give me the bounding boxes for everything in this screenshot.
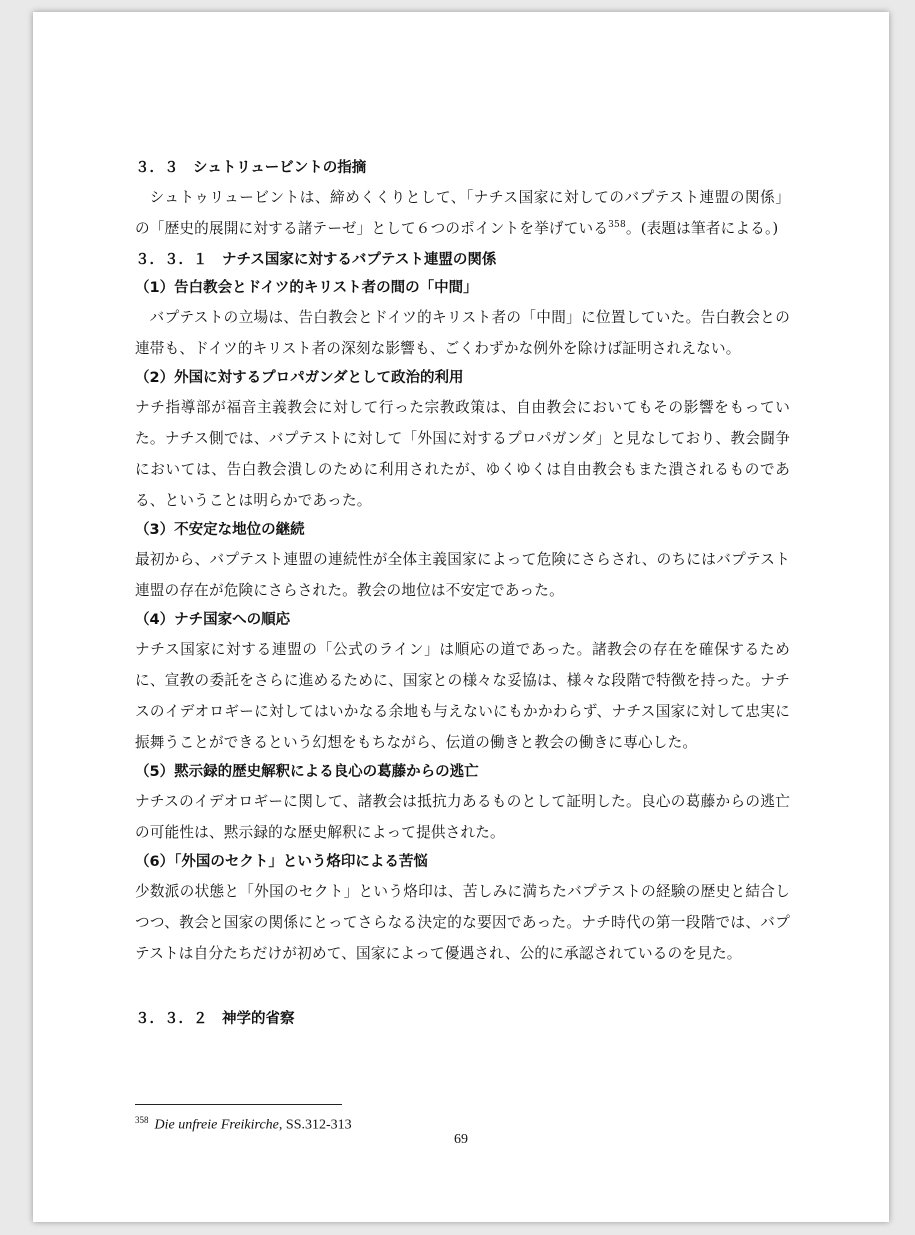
page-content (135, 152, 790, 1033)
intro-text-2: 。(表題は筆者による。) (625, 220, 779, 237)
footnote-title: Die unfreie Freikirche (154, 1117, 279, 1133)
item-1-heading: （1）告白教会とドイツ的キリスト者の間の「中間」 (135, 280, 478, 296)
item-4-heading: （4）ナチ国家への順応 (135, 612, 291, 628)
item-6-heading: （6）「外国のセクト」という烙印による苦悩 (135, 854, 428, 870)
footnote-reference[interactable]: 358 (608, 220, 626, 231)
item-5-text: ナチスのイデオロギーに関して、諸教会は抵抗力あるものとして証明した。良心の葛藤からの逃亡の可能性は、黙示録的な歴史解釈によって提供された。 (135, 793, 790, 841)
subsection-1-heading: ３．３．１ ナチス国家に対するバプテスト連盟の関係 (135, 252, 497, 268)
item-6-text: 少数派の状態と「外国のセクト」という烙印は、苦しみに満ちたバプテストの経験の歴史と結合しつつ、教会と国家の関係にとってさらなる決定的な要因であった。ナチ時代の第一段階では、バプテストは自分たちだけが初めて、国家によって優遇され、公的に承認されているのを見た。 (135, 883, 790, 962)
subsection-2-heading: ３．３．２ 神学的省察 (135, 1011, 295, 1027)
item-5-heading: （5）黙示録的歴史解釈による良心の葛藤からの逃亡 (135, 764, 479, 780)
page-number: 69 (454, 1132, 468, 1147)
item-1-text: バプテストの立場は、告白教会とドイツ的キリスト者の「中間」に位置していた。告白教会との連帯も、ドイツ的キリスト者の深刻な影響も、ごくわずかな例外を除けば証明されえない。 (135, 309, 790, 357)
footnote-number: 358 (135, 1115, 149, 1125)
item-2-text: ナチ指導部が福音主義教会に対して行った宗教政策は、自由教会においてもその影響をもっていた。ナチス側では、バプテストに対して「外国に対するプロパガンダ」と見なしており、教会闘争においては、告白教会潰しのために利用されたが、ゆくゆくは自由教会もまた潰されるものである、ということは明らかであった。 (135, 399, 790, 509)
intro-text-1: シュトゥリュービントは、締めくくりとして、「ナチス国家に対してのバプテスト連盟の関係」の「歴史的展開に対する諸テーゼ」として６つのポイントを挙げている (135, 189, 790, 237)
item-4-text: ナチス国家に対する連盟の「公式のライン」は順応の道であった。諸教会の存在を確保するために、宣教の委託をさらに進めるために、国家との様々な妥協は、様々な段階で特徴を持った。ナチスのイデオロギーに対してはいかなる余地も与えないにもかかわらず、ナチス国家に対して忠実に振舞うことができるという幻想をもちながら、伝道の働きと教会の働きに専心した。 (135, 641, 790, 751)
footnote-divider (135, 1104, 342, 1105)
item-2-heading: （2）外国に対するプロパガンダとして政治的利用 (135, 370, 464, 386)
document-page (33, 12, 889, 1222)
item-3-heading: （3）不安定な地位の継続 (135, 522, 305, 538)
item-3-text: 最初から、バプテスト連盟の連続性が全体主義国家によって危険にさらされ、のちにはバプテスト連盟の存在が危険にさらされた。教会の地位は不安定であった。 (135, 551, 790, 599)
section-heading: ３．３ シュトリュービントの指摘 (135, 160, 367, 176)
footnote-pages: , SS.312-313 (278, 1117, 352, 1133)
section-intro-paragraph (135, 182, 790, 244)
